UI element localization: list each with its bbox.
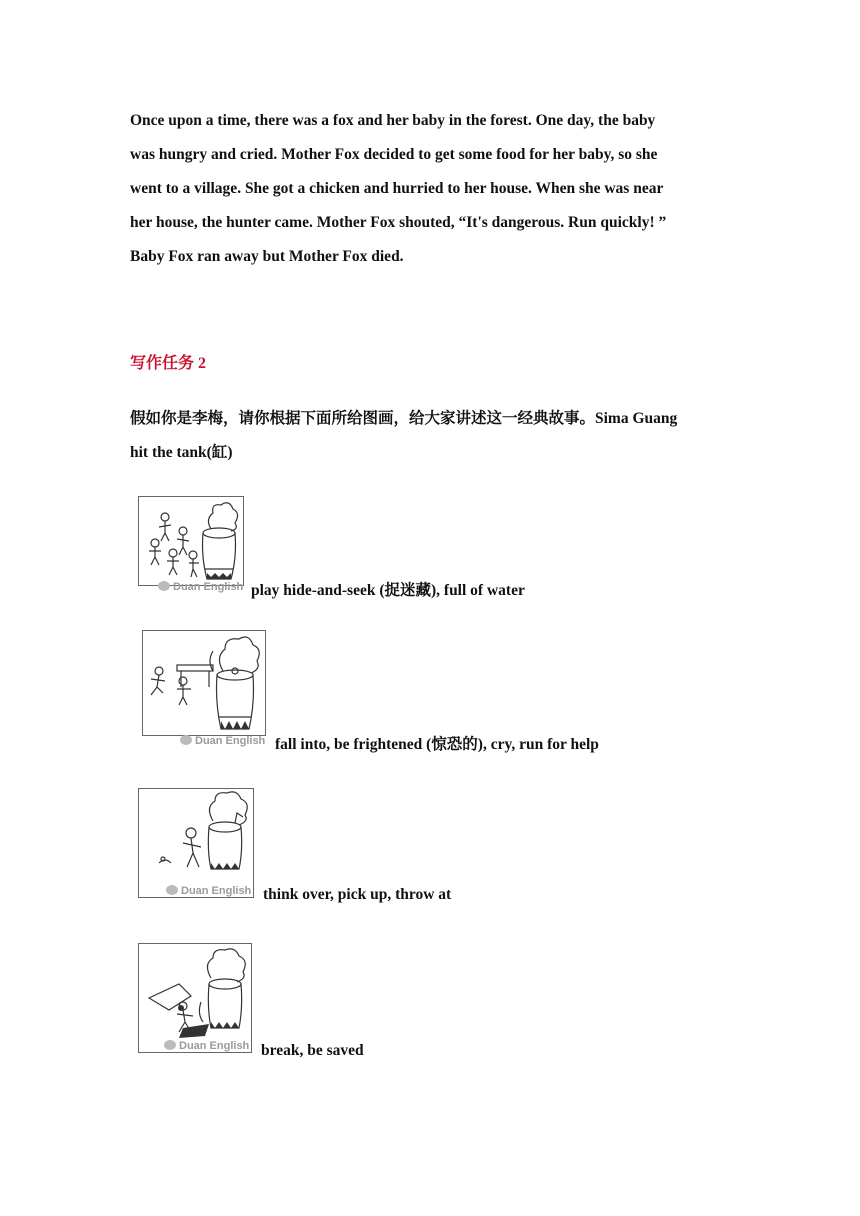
watermark: Duan English — [158, 581, 243, 593]
story-picture-2 — [142, 630, 266, 736]
watermark: Duan English — [164, 1040, 249, 1052]
wechat-logo-icon — [180, 735, 192, 745]
prompt-line: 假如你是李梅，请你根据下面所给图画，给大家讲述这一经典故事。Sima Guang — [130, 410, 678, 427]
story-picture-4 — [138, 943, 252, 1053]
child-fell-in-tank-illustration — [143, 631, 265, 735]
tank-broken-illustration — [139, 944, 251, 1052]
story-line: went to a village. She got a chicken and hurried to her house. When she was near — [130, 180, 664, 197]
children-playing-illustration — [139, 497, 243, 585]
story-line: was hungry and cried. Mother Fox decided to get some food for her baby, so she — [130, 146, 658, 163]
story-picture-1 — [138, 496, 244, 586]
wechat-logo-icon — [158, 581, 170, 591]
task-prompt — [130, 402, 750, 470]
story-line: Baby Fox ran away but Mother Fox died. — [130, 248, 404, 265]
picking-up-stone-illustration — [139, 789, 253, 897]
watermark: Duan English — [180, 735, 265, 747]
wechat-logo-icon — [166, 885, 178, 895]
picture-caption-2: fall into, be frightened (惊恐的), cry, run for help — [275, 736, 599, 753]
story-line: her house, the hunter came. Mother Fox shouted, “It's dangerous. Run quickly! ” — [130, 214, 667, 231]
story-paragraph — [130, 104, 750, 274]
story-line: Once upon a time, there was a fox and her baby in the forest. One day, the baby — [130, 112, 656, 129]
picture-caption-1: play hide-and-seek (捉迷藏), full of water — [251, 582, 525, 599]
wechat-logo-icon — [164, 1040, 176, 1050]
story-picture-3 — [138, 788, 254, 898]
prompt-line: hit the tank(缸) — [130, 444, 233, 461]
picture-caption-3: think over, pick up, throw at — [263, 886, 452, 903]
watermark: Duan English — [166, 885, 251, 897]
picture-caption-4: break, be saved — [261, 1042, 364, 1059]
task-heading: 写作任务 2 — [130, 355, 207, 372]
